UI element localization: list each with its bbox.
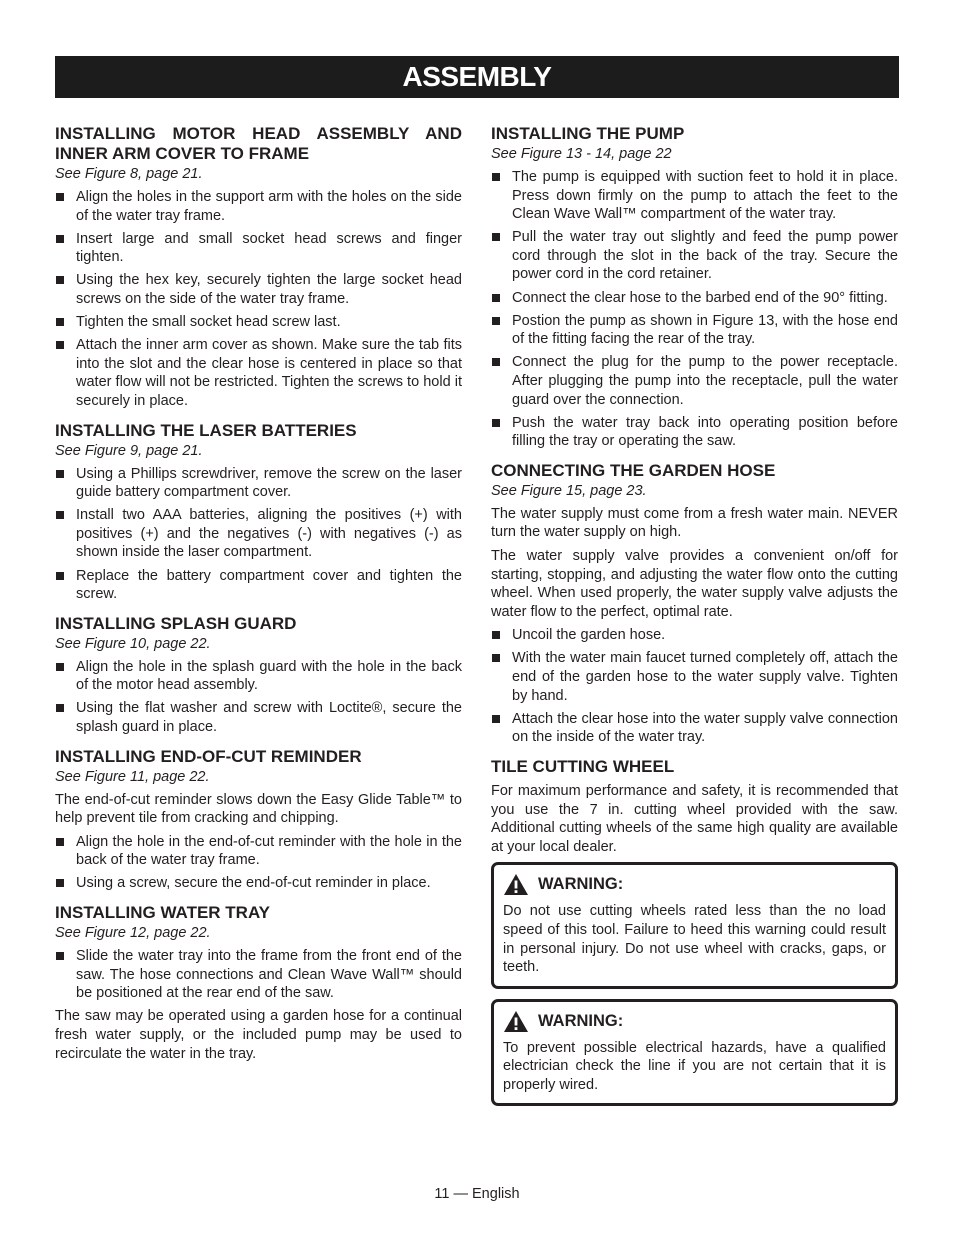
bullet-icon — [56, 879, 64, 887]
right-column — [491, 124, 898, 1116]
list-item: Attach the inner arm cover as shown. Make sure the tab fits into the slot and the clear hose is centered in place so that water flow will not be restricted. Tighten the screws to hold it securely in place. — [55, 336, 462, 410]
section-laser-batteries — [55, 421, 462, 604]
section-splash-guard — [55, 614, 462, 737]
figure-reference: See Figure 10, page 22. — [55, 635, 211, 652]
section-end-of-cut — [55, 747, 462, 893]
bullet-icon — [56, 341, 64, 349]
bullet-icon — [56, 663, 64, 671]
list-item: Using the flat washer and screw with Loctite®, secure the splash guard in place. — [55, 699, 462, 736]
section-heading: INSTALLING THE PUMP — [491, 124, 685, 143]
bullet-icon — [492, 419, 500, 427]
section-garden-hose — [491, 461, 898, 747]
warning-box — [491, 862, 898, 988]
bullet-icon — [56, 470, 64, 478]
bullet-list — [55, 188, 462, 411]
list-item: Connect the plug for the pump to the power receptacle. After plugging the pump into the receptacle, pull the water guard over the connection. — [491, 353, 898, 409]
list-item: Using a screw, secure the end-of-cut reminder in place. — [55, 874, 462, 893]
list-item: The pump is equipped with suction feet to hold it in place. Press down firmly on the pump to attach the feet to the Clean Wave Wall™ compartment of the water tray. — [491, 168, 898, 224]
list-item: With the water main faucet turned completely off, attach the end of the garden hose to the water supply valve. Tighten by hand. — [491, 649, 898, 705]
section-heading: TILE CUTTING WHEEL — [491, 756, 675, 776]
warning-text: Do not use cutting wheels rated less than the no load speed of this tool. Failure to heed this warning could result in personal injury. Do not use wheel with cracks, gaps, or teeth. — [503, 903, 886, 976]
bullet-icon — [56, 193, 64, 201]
list-item: Using the hex key, securely tighten the large socket head screws on the side of the water tray frame. — [55, 271, 462, 308]
figure-reference: See Figure 11, page 22. — [55, 768, 210, 785]
section-pump — [491, 124, 898, 451]
section-heading: CONNECTING THE GARDEN HOSE — [491, 460, 776, 480]
left-column — [55, 124, 462, 1073]
page-title-banner — [55, 56, 899, 98]
bullet-list — [491, 626, 898, 747]
bullet-list — [55, 658, 462, 737]
bullet-icon — [56, 235, 64, 243]
bullet-icon — [492, 715, 500, 723]
figure-reference: See Figure 13 - 14, page 22 — [491, 146, 672, 162]
body-paragraph: The end-of-cut reminder slows down the Easy Glide Table™ to help prevent tile from cracking and chipping. — [55, 791, 462, 827]
bullet-icon — [56, 318, 64, 326]
section-motor-head — [55, 124, 462, 411]
section-heading: INSTALLING THE LASER BATTERIES — [55, 420, 357, 440]
bullet-icon — [492, 631, 500, 639]
bullet-icon — [492, 654, 500, 662]
bullet-icon — [56, 276, 64, 284]
section-heading: INSTALLING MOTOR HEAD ASSEMBLY AND INNER ARM COVER TO FRAME — [55, 124, 462, 163]
list-item: Slide the water tray into the frame from the front end of the saw. The hose connections and Clean Wave Wall™ should be positioned at the rear end of the saw. — [55, 947, 462, 1003]
page-footer: 11 — English — [434, 1186, 520, 1202]
warning-header — [503, 873, 886, 896]
bullet-list — [491, 168, 898, 451]
bullet-list — [55, 947, 462, 1003]
figure-reference: See Figure 12, page 22. — [55, 925, 211, 942]
warning-text: To prevent possible electrical hazards, have a qualified electrician check the line if you are not certain that it is properly wired. — [503, 1039, 886, 1093]
list-item: Insert large and small socket head screws and finger tighten. — [55, 230, 462, 267]
list-item: Align the hole in the end-of-cut reminder with the hole in the back of the water tray frame. — [55, 833, 462, 870]
bullet-icon — [492, 294, 500, 302]
warning-header — [503, 1010, 886, 1033]
bullet-list — [55, 833, 462, 893]
list-item: Attach the clear hose into the water supply valve connection on the inside of the water tray. — [491, 710, 898, 747]
page-title: ASSEMBLY — [402, 61, 552, 92]
figure-reference: See Figure 8, page 21. — [55, 166, 203, 182]
list-item: Connect the clear hose to the barbed end of the 90° fitting. — [491, 289, 898, 308]
list-item: Replace the battery compartment cover and tighten the screw. — [55, 567, 462, 604]
section-heading: INSTALLING WATER TRAY — [55, 903, 271, 923]
list-item: Align the hole in the splash guard with the hole in the back of the motor head assembly. — [55, 658, 462, 695]
body-paragraph: The water supply must come from a fresh water main. NEVER turn the water supply on high. — [491, 505, 898, 541]
bullet-icon — [56, 704, 64, 712]
bullet-icon — [56, 511, 64, 519]
list-item: Postion the pump as shown in Figure 13, with the hose end of the fitting facing the rear of the tray. — [491, 312, 898, 349]
warning-label: WARNING: — [538, 1011, 624, 1030]
section-heading: INSTALLING SPLASH GUARD — [55, 613, 297, 633]
bullet-icon — [56, 838, 64, 846]
list-item: Push the water tray back into operating position before filling the tray or operating the saw. — [491, 414, 898, 451]
bullet-icon — [492, 358, 500, 366]
list-item: Tighten the small socket head screw last. — [55, 313, 462, 332]
bullet-list — [55, 465, 462, 604]
bullet-icon — [56, 572, 64, 580]
section-heading: INSTALLING END-OF-CUT REMINDER — [55, 746, 362, 766]
list-item: Pull the water tray out slightly and feed the pump power cord through the slot in the back of the tray. Secure the power cord in the cord retainer. — [491, 228, 898, 284]
body-paragraph: The water supply valve provides a convenient on/off for starting, stopping, and adjusting the water flow onto the cutting wheel. When used properly, the water supply valve adjusts the water flow to the perfect, optimal rate. — [491, 548, 898, 620]
section-tile-cutting-wheel — [491, 757, 898, 856]
bullet-icon — [492, 233, 500, 241]
bullet-icon — [492, 173, 500, 181]
body-paragraph: The saw may be operated using a garden hose for a continual fresh water supply, or the included pump may be used to recirculate the water in the tray. — [55, 1008, 462, 1062]
warning-triangle-icon — [503, 873, 529, 896]
figure-reference: See Figure 15, page 23. — [491, 482, 647, 499]
bullet-icon — [492, 317, 500, 325]
section-water-tray — [55, 903, 462, 1063]
body-paragraph: For maximum performance and safety, it is recommended that you use the 7 in. cutting wheel provided with the saw. Additional cutting wheels of the same high quality are available at your local dealer. — [491, 782, 898, 855]
figure-reference: See Figure 9, page 21. — [55, 442, 203, 459]
list-item: Using a Phillips screwdriver, remove the screw on the laser guide battery compartment cover. — [55, 465, 462, 502]
bullet-icon — [56, 952, 64, 960]
warning-box — [491, 999, 898, 1107]
warning-label: WARNING: — [538, 875, 624, 894]
list-item: Uncoil the garden hose. — [491, 626, 898, 645]
warning-triangle-icon — [503, 1010, 529, 1033]
list-item: Align the holes in the support arm with the holes on the side of the water tray frame. — [55, 188, 462, 225]
list-item: Install two AAA batteries, aligning the positives (+) with positives (+) and the negatives (-) with negatives (-) as shown inside the laser compartment. — [55, 506, 462, 562]
